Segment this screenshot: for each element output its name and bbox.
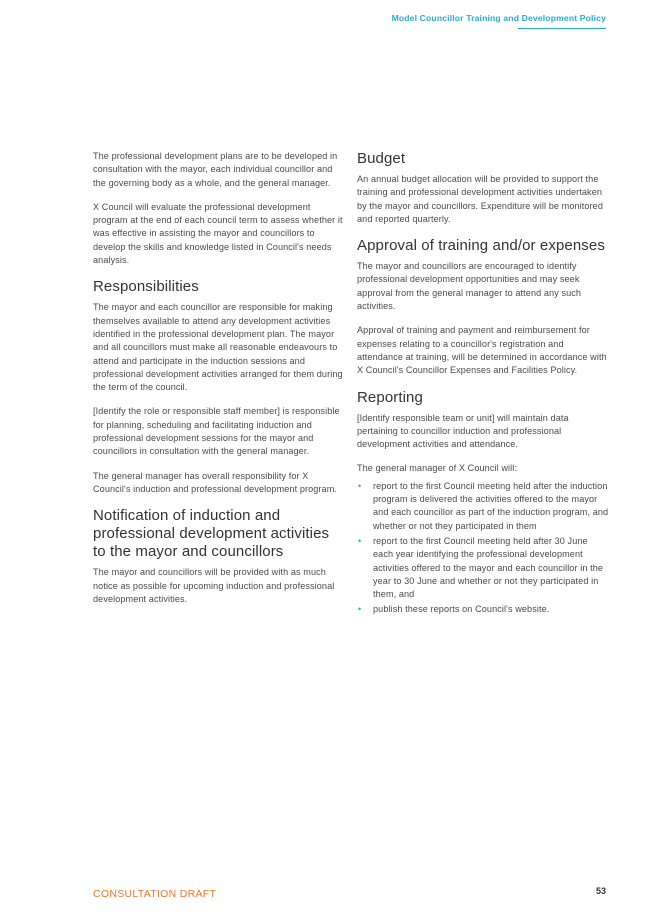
reporting-paragraph-2: The general manager of X Council will: [357,463,517,474]
list-item [357,480,609,533]
list-item-text: publish these reports on Council's website. [373,604,550,615]
responsibilities-paragraph-2: [Identify the role or responsible staff member] is responsible for planning, scheduling and facilitating induction and professional development sessions for the mayor and councillors in consultation with the general manager. [93,406,340,457]
approval-heading: Approval of training and/or expenses [357,237,605,255]
list-item [357,603,609,616]
intro-paragraph-1: The professional development plans are to be developed in consultation with the mayor, each individual councillor and the governing body as a whole, and the general manager. [93,151,338,188]
notification-heading: Notification of induction and professional development activities to the mayor and councillors [93,507,330,561]
list-item-text: report to the first Council meeting held after the induction program is delivered the activities offered to the mayor and each councillor as part of the induction program, and whether or not they participated in them [373,480,609,531]
notification-paragraph: The mayor and councillors will be provided with as much notice as possible for upcoming induction and professional development activities. [93,567,335,604]
approval-paragraph-2: Approval of training and payment and reimbursement for expenses relating to a councillor's registration and attendance at training, will be determined in accordance with X Council's Councillor Expenses and Facilities Policy. [357,325,607,376]
intro-paragraph-2: X Council will evaluate the professional development program at the end of each council term to assess whether it was effective in assisting the mayor and councillors to develop the skills and knowledge listed in Council's needs analysis. [93,201,343,266]
left-column [93,150,343,617]
running-header-title: Model Councillor Training and Development Policy [391,13,606,23]
responsibilities-paragraph-3: The general manager has overall responsibility for X Council's induction and professional development program. [93,470,338,494]
reporting-bullet-list [357,480,609,617]
bullet-icon: • [358,535,362,546]
reporting-paragraph-1: [Identify responsible team or unit] will maintain data pertaining to councillor induction and professional development activities and attendance. [357,412,569,450]
bullet-icon: • [358,604,362,615]
footer-draft-label: CONSULTATION DRAFT [93,888,217,900]
responsibilities-heading: Responsibilities [93,278,199,296]
approval-paragraph-1: The mayor and councillors are encouraged to identify professional development opportunities and may seek approval from the general manager to attend any such activities. [357,261,582,312]
budget-heading: Budget [357,150,406,167]
reporting-heading: Reporting [357,388,423,406]
bullet-icon: • [358,480,362,491]
list-item [357,535,609,601]
header-divider [518,28,606,29]
responsibilities-paragraph-1: The mayor and each councillor are responsible for making themselves available to attend any development activities identified in the professional development plan. The mayor and all councillors must make all reasonable endeavours to attend and participate in the induction sessions and professional development activities arranged for them during the term of the council. [93,302,343,393]
list-item-text: report to the first Council meeting held after 30 June each year identifying the professional development activities offered to the mayor and each councillor in the year to 30 June and whether or not they participated in them, and [373,535,604,600]
page-number: 53 [595,886,606,896]
right-column [357,150,609,619]
budget-paragraph: An annual budget allocation will be provided to support the training and professional development activities undertaken by the mayor and councillors. Expenditure will be monitored and reported quarterly. [357,174,603,224]
